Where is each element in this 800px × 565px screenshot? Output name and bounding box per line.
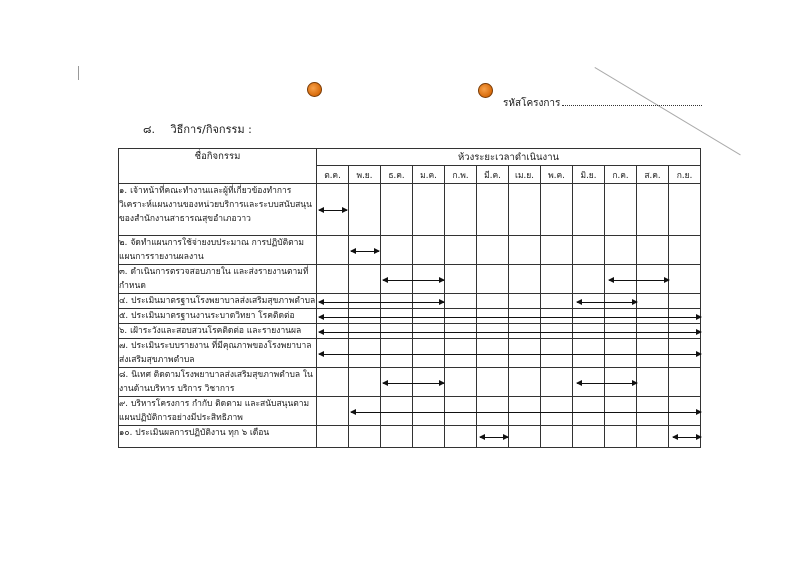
month-header: พ.ค.: [541, 166, 573, 184]
activity-text: ประเมินระบบรายงาน ที่มีคุณภาพของโรงพยาบาลส่งเสริมสุขภาพตำบล: [119, 341, 312, 365]
month-cell: [477, 236, 509, 265]
activity-text: เจ้าหน้าที่คณะทำงานและผู้ที่เกี่ยวข้องทำการวิเคราะห์แผนงานของหน่วยบริการและระบบสนับสนุนของสำนักงานสาธารณสุขอำเภอวาว: [119, 186, 312, 224]
duration-arrow: [383, 280, 443, 281]
activity-text: ประเมินมาตรฐานโรงพยาบาลส่งเสริมสุขภาพตำบล: [131, 296, 316, 306]
month-cell: [413, 236, 445, 265]
duration-arrow: [480, 437, 508, 438]
month-header: ก.พ.: [445, 166, 477, 184]
activity-number: ๕.: [119, 311, 129, 321]
activity-cell: [119, 265, 317, 294]
activity-text: บริหารโครงการ กำกับ ติดตาม และสนับสนุนตามแผนปฏิบัติการอย่างมีประสิทธิภาพ: [119, 399, 310, 423]
activity-text: จัดทำแผนการใช้จ่ายงบประมาณ การปฏิบัติตามแผนการรายงานผลงาน: [119, 238, 305, 262]
duration-arrow: [609, 280, 669, 281]
activity-cell: [119, 184, 317, 236]
month-cell: [541, 265, 573, 294]
duration-arrow: [319, 302, 444, 303]
duration-arrow: [577, 383, 637, 384]
table-row: [119, 397, 701, 426]
month-cell: [541, 236, 573, 265]
month-cell: [413, 184, 445, 236]
table-row: [119, 184, 701, 236]
table-row: [119, 294, 701, 309]
project-code-dotted-line: [562, 97, 702, 106]
activity-cell: [119, 236, 317, 265]
month-cell: [669, 184, 701, 236]
activity-cell: [119, 309, 317, 324]
table-row: [119, 309, 701, 324]
month-cell: [669, 294, 701, 309]
activity-number: ๘.: [119, 370, 129, 380]
section-title: วิธีการ/กิจกรรม :: [170, 123, 252, 136]
month-header: เม.ย.: [509, 166, 541, 184]
activity-cell: [119, 294, 317, 309]
activity-cell: [119, 368, 317, 397]
month-cell: [573, 236, 605, 265]
month-cell: [669, 236, 701, 265]
table-row: [119, 426, 701, 448]
month-cell: [573, 184, 605, 236]
duration-arrow: [319, 354, 701, 355]
month-cell: [573, 265, 605, 294]
duration-arrow: [351, 251, 379, 252]
month-cell: [317, 339, 349, 368]
month-cell: [509, 236, 541, 265]
month-cell: [381, 184, 413, 236]
month-cell: [605, 184, 637, 236]
month-cell: [541, 426, 573, 448]
month-cell: [317, 368, 349, 397]
activity-number: ๑.: [119, 186, 128, 196]
month-header: พ.ย.: [349, 166, 381, 184]
duration-arrow: [383, 383, 443, 384]
month-cell: [637, 368, 669, 397]
activity-number: ๔.: [119, 296, 129, 306]
month-cell: [381, 236, 413, 265]
page-fold-line: [594, 67, 740, 155]
activity-text: เฝ้าระวังและสอบสวนโรคติดต่อ และรายงานผล: [130, 326, 302, 336]
section-number: ๘.: [143, 123, 155, 136]
month-header: ต.ค.: [317, 166, 349, 184]
month-cell: [445, 265, 477, 294]
margin-mark: [78, 66, 79, 80]
month-cell: [477, 265, 509, 294]
activity-column-header: ชื่อกิจกรรม: [119, 149, 317, 184]
month-cell: [509, 265, 541, 294]
binder-hole-icon: [307, 82, 322, 97]
activity-number: ๑๐.: [119, 428, 133, 438]
month-cell: [381, 426, 413, 448]
activity-cell: [119, 324, 317, 339]
month-header: ก.ค.: [605, 166, 637, 184]
month-header: ม.ค.: [413, 166, 445, 184]
month-cell: [637, 294, 669, 309]
month-cell: [509, 426, 541, 448]
month-cell: [317, 397, 349, 426]
month-cell: [509, 184, 541, 236]
month-cell: [637, 184, 669, 236]
activity-text: ดำเนินการตรวจสอบภายใน และส่งรายงานตามที่กำหนด: [119, 267, 309, 291]
month-cell: [605, 236, 637, 265]
month-cell: [509, 368, 541, 397]
month-cell: [317, 184, 349, 236]
month-cell: [349, 265, 381, 294]
month-cell: [541, 368, 573, 397]
month-cell: [541, 184, 573, 236]
month-cell: [477, 184, 509, 236]
month-cell: [349, 426, 381, 448]
month-cell: [445, 368, 477, 397]
table-row: [119, 265, 701, 294]
month-cell: [349, 368, 381, 397]
activity-cell: [119, 397, 317, 426]
project-code-label: รหัสโครงการ: [503, 98, 561, 109]
month-header: ก.ย.: [669, 166, 701, 184]
activity-cell: [119, 339, 317, 368]
month-cell: [317, 294, 349, 309]
month-cell: [317, 426, 349, 448]
activity-number: ๙.: [119, 399, 128, 409]
period-header: ห้วงระยะเวลาดำเนินงาน: [317, 149, 701, 166]
duration-arrow: [319, 317, 701, 318]
month-cell: [445, 294, 477, 309]
activity-text: นิเทศ ติดตามโรงพยาบาลส่งเสริมสุขภาพตำบล ในงานด้านบริหาร บริการ วิชาการ: [119, 370, 313, 394]
month-cell: [637, 426, 669, 448]
table-row: [119, 324, 701, 339]
duration-arrow: [319, 210, 347, 211]
activity-number: ๖.: [119, 326, 128, 336]
month-cell: [349, 184, 381, 236]
month-cell: [541, 294, 573, 309]
month-cell: [413, 426, 445, 448]
activity-cell: [119, 426, 317, 448]
month-cell: [509, 294, 541, 309]
month-cell: [445, 236, 477, 265]
month-cell: [317, 309, 349, 324]
month-header: ธ.ค.: [381, 166, 413, 184]
month-header: มิ.ย.: [573, 166, 605, 184]
duration-arrow: [577, 302, 637, 303]
month-cell: [445, 184, 477, 236]
section-heading: [143, 120, 252, 138]
schedule-body: [119, 184, 701, 448]
month-cell: [669, 265, 701, 294]
activity-text: ประเมินมาตรฐานงานระบาดวิทยา โรคติดต่อ: [131, 311, 295, 321]
table-row: [119, 236, 701, 265]
duration-arrow: [319, 332, 701, 333]
month-cell: [637, 236, 669, 265]
table-row: [119, 339, 701, 368]
month-cell: [317, 265, 349, 294]
month-cell: [445, 426, 477, 448]
activity-number: ๒.: [119, 238, 128, 248]
duration-arrow: [673, 437, 701, 438]
activity-number: ๗.: [119, 341, 129, 351]
month-cell: [605, 426, 637, 448]
duration-arrow: [351, 412, 701, 413]
month-cell: [317, 236, 349, 265]
project-code: [503, 96, 702, 111]
month-cell: [477, 294, 509, 309]
month-cell: [669, 368, 701, 397]
table-row: [119, 368, 701, 397]
activity-schedule-table: [118, 148, 701, 448]
month-cell: [477, 368, 509, 397]
activity-number: ๓.: [119, 267, 128, 277]
month-cell: [317, 324, 349, 339]
activity-text: ประเมินผลการปฏิบัติงาน ทุก ๖ เดือน: [135, 428, 270, 438]
month-header: ส.ค.: [637, 166, 669, 184]
binder-hole-icon: [478, 83, 493, 98]
month-cell: [573, 426, 605, 448]
month-header: มี.ค.: [477, 166, 509, 184]
